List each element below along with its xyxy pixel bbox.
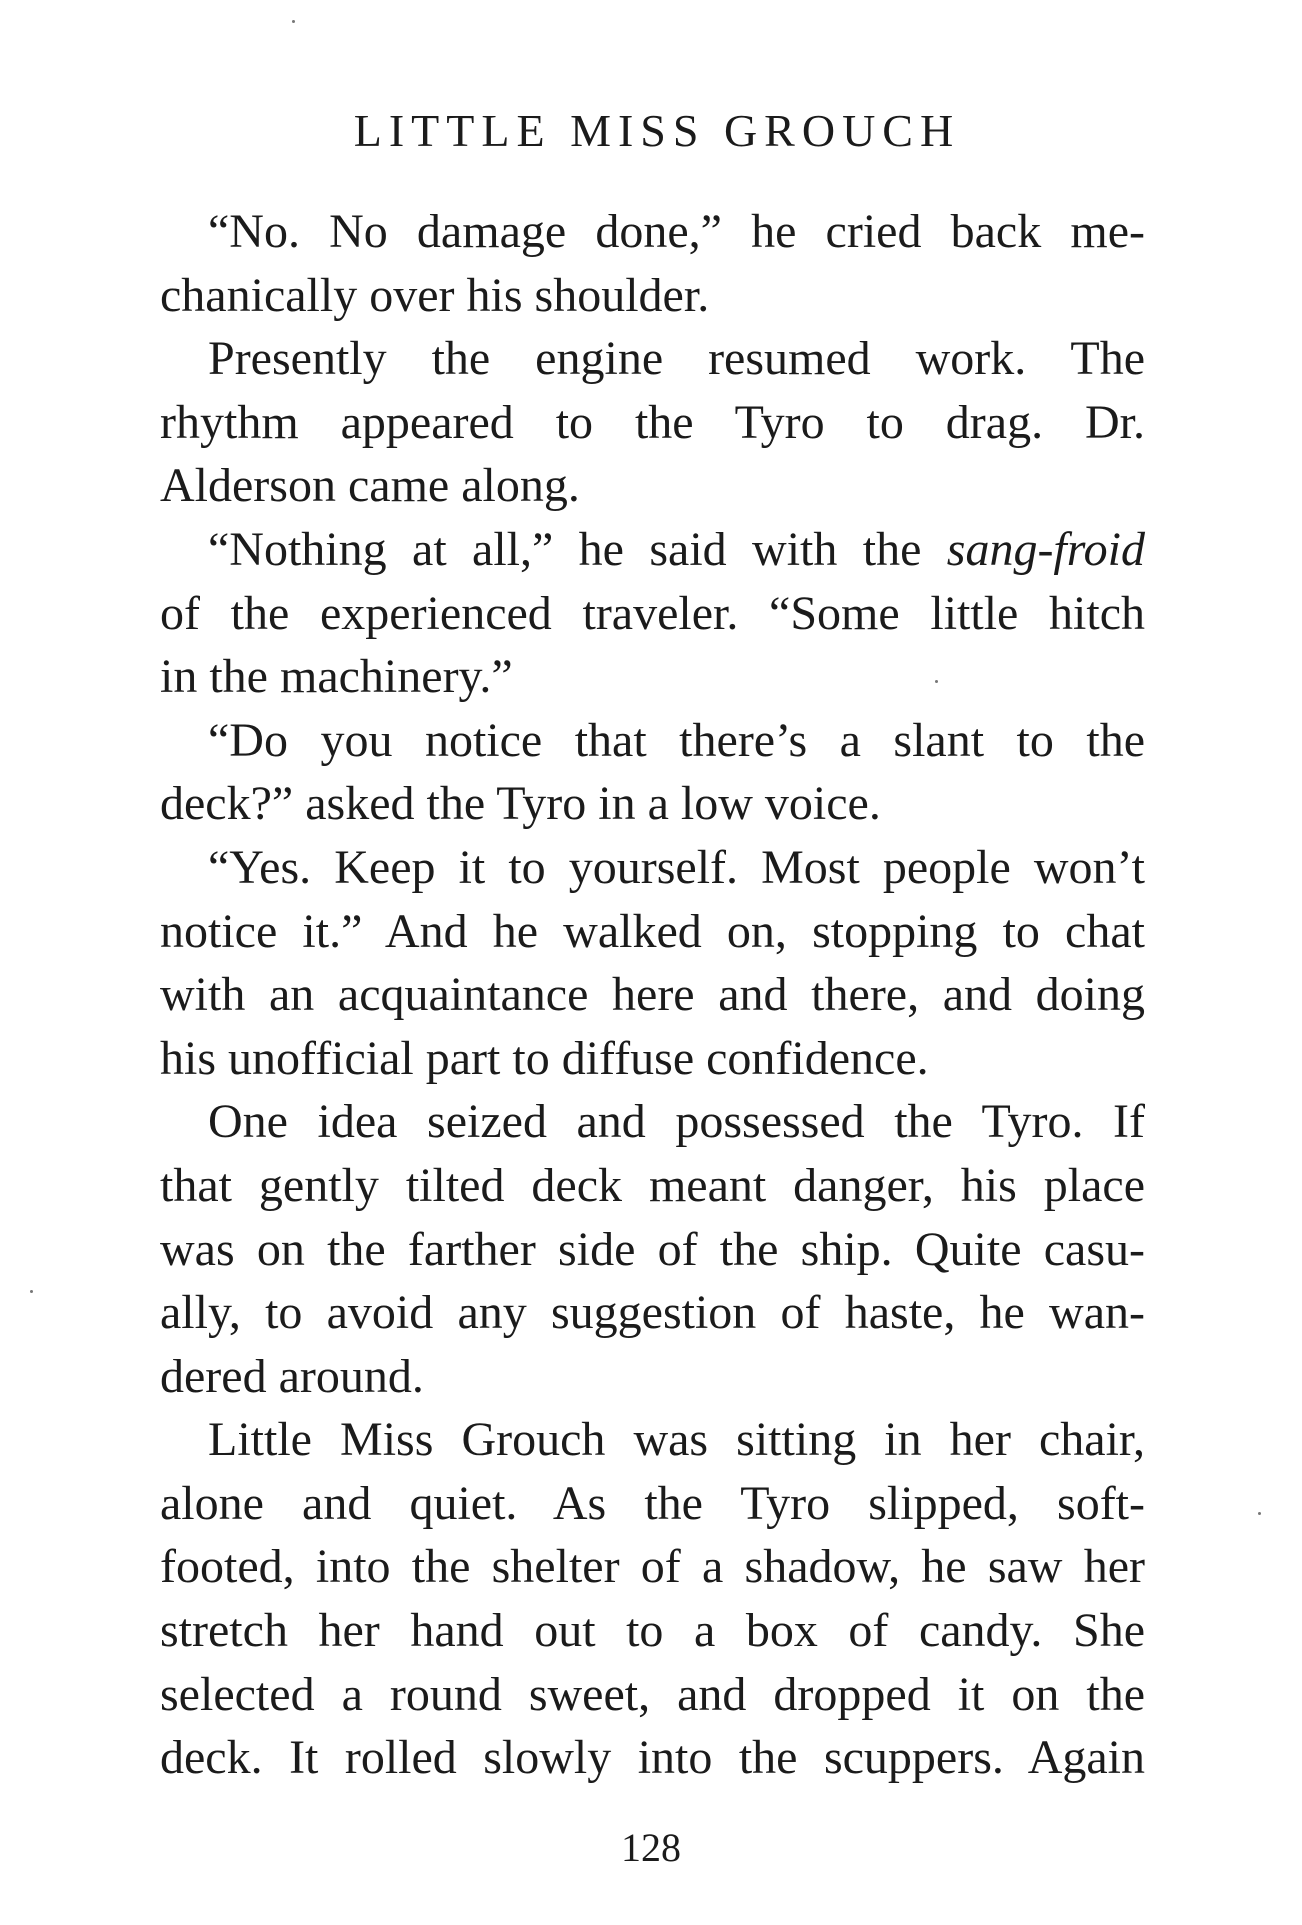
text-line: Alderson came along.	[160, 459, 580, 513]
paper-speck	[935, 680, 938, 683]
page-number: 128	[621, 1825, 681, 1870]
text-line: deck?” asked the Tyro in a low voice.	[160, 777, 881, 831]
text-line: was on the farther side of the ship. Quite casu-	[160, 1222, 1145, 1276]
text-line: in the machinery.”	[160, 650, 513, 704]
text-line: deck. It rolled slowly into the scuppers. Again	[160, 1731, 1145, 1785]
text-line-with-italic	[160, 518, 1145, 582]
text-line: ally, to avoid any suggestion of haste, he wan-	[160, 1286, 1145, 1340]
text-line: Presently the engine resumed work. The	[208, 332, 1145, 386]
text-line: selected a round sweet, and dropped it on the	[160, 1667, 1145, 1721]
text-line: chanically over his shoulder.	[160, 268, 710, 322]
text-fragment: “Nothing at all,” he said with the	[208, 522, 922, 576]
paper-speck	[292, 20, 295, 23]
text-line: footed, into the shelter of a shadow, he saw her	[160, 1540, 1145, 1594]
text-line: “No. No damage done,” he cried back me-	[208, 205, 1145, 258]
text-line: stretch her hand out to a box of candy. She	[160, 1604, 1145, 1658]
paper-speck	[30, 1290, 33, 1293]
text-line: rhythm appeared to the Tyro to drag. Dr.	[160, 395, 1145, 449]
running-head: LITTLE MISS GROUCH	[353, 105, 961, 156]
text-line: notice it.” And he walked on, stopping to chat	[160, 904, 1145, 958]
paper-speck	[1258, 1512, 1261, 1515]
text-line: alone and quiet. As the Tyro slipped, soft-	[160, 1476, 1145, 1530]
text-line: dered around.	[160, 1349, 424, 1403]
body-text	[160, 200, 1145, 1790]
text-line: of the experienced traveler. “Some little hitch	[160, 586, 1145, 640]
text-line: “Yes. Keep it to yourself. Most people won’t	[208, 840, 1145, 894]
italic-term: sang-froid	[946, 522, 1145, 576]
text-line: his unofficial part to diffuse confidence.	[160, 1031, 929, 1085]
text-line: One idea seized and possessed the Tyro. If	[208, 1095, 1145, 1149]
text-line: “Do you notice that there’s a slant to the	[208, 713, 1145, 767]
text-line: with an acquaintance here and there, and doing	[160, 968, 1145, 1022]
text-line: Little Miss Grouch was sitting in her chair,	[208, 1413, 1145, 1467]
text-line: that gently tilted deck meant danger, his place	[160, 1158, 1145, 1212]
